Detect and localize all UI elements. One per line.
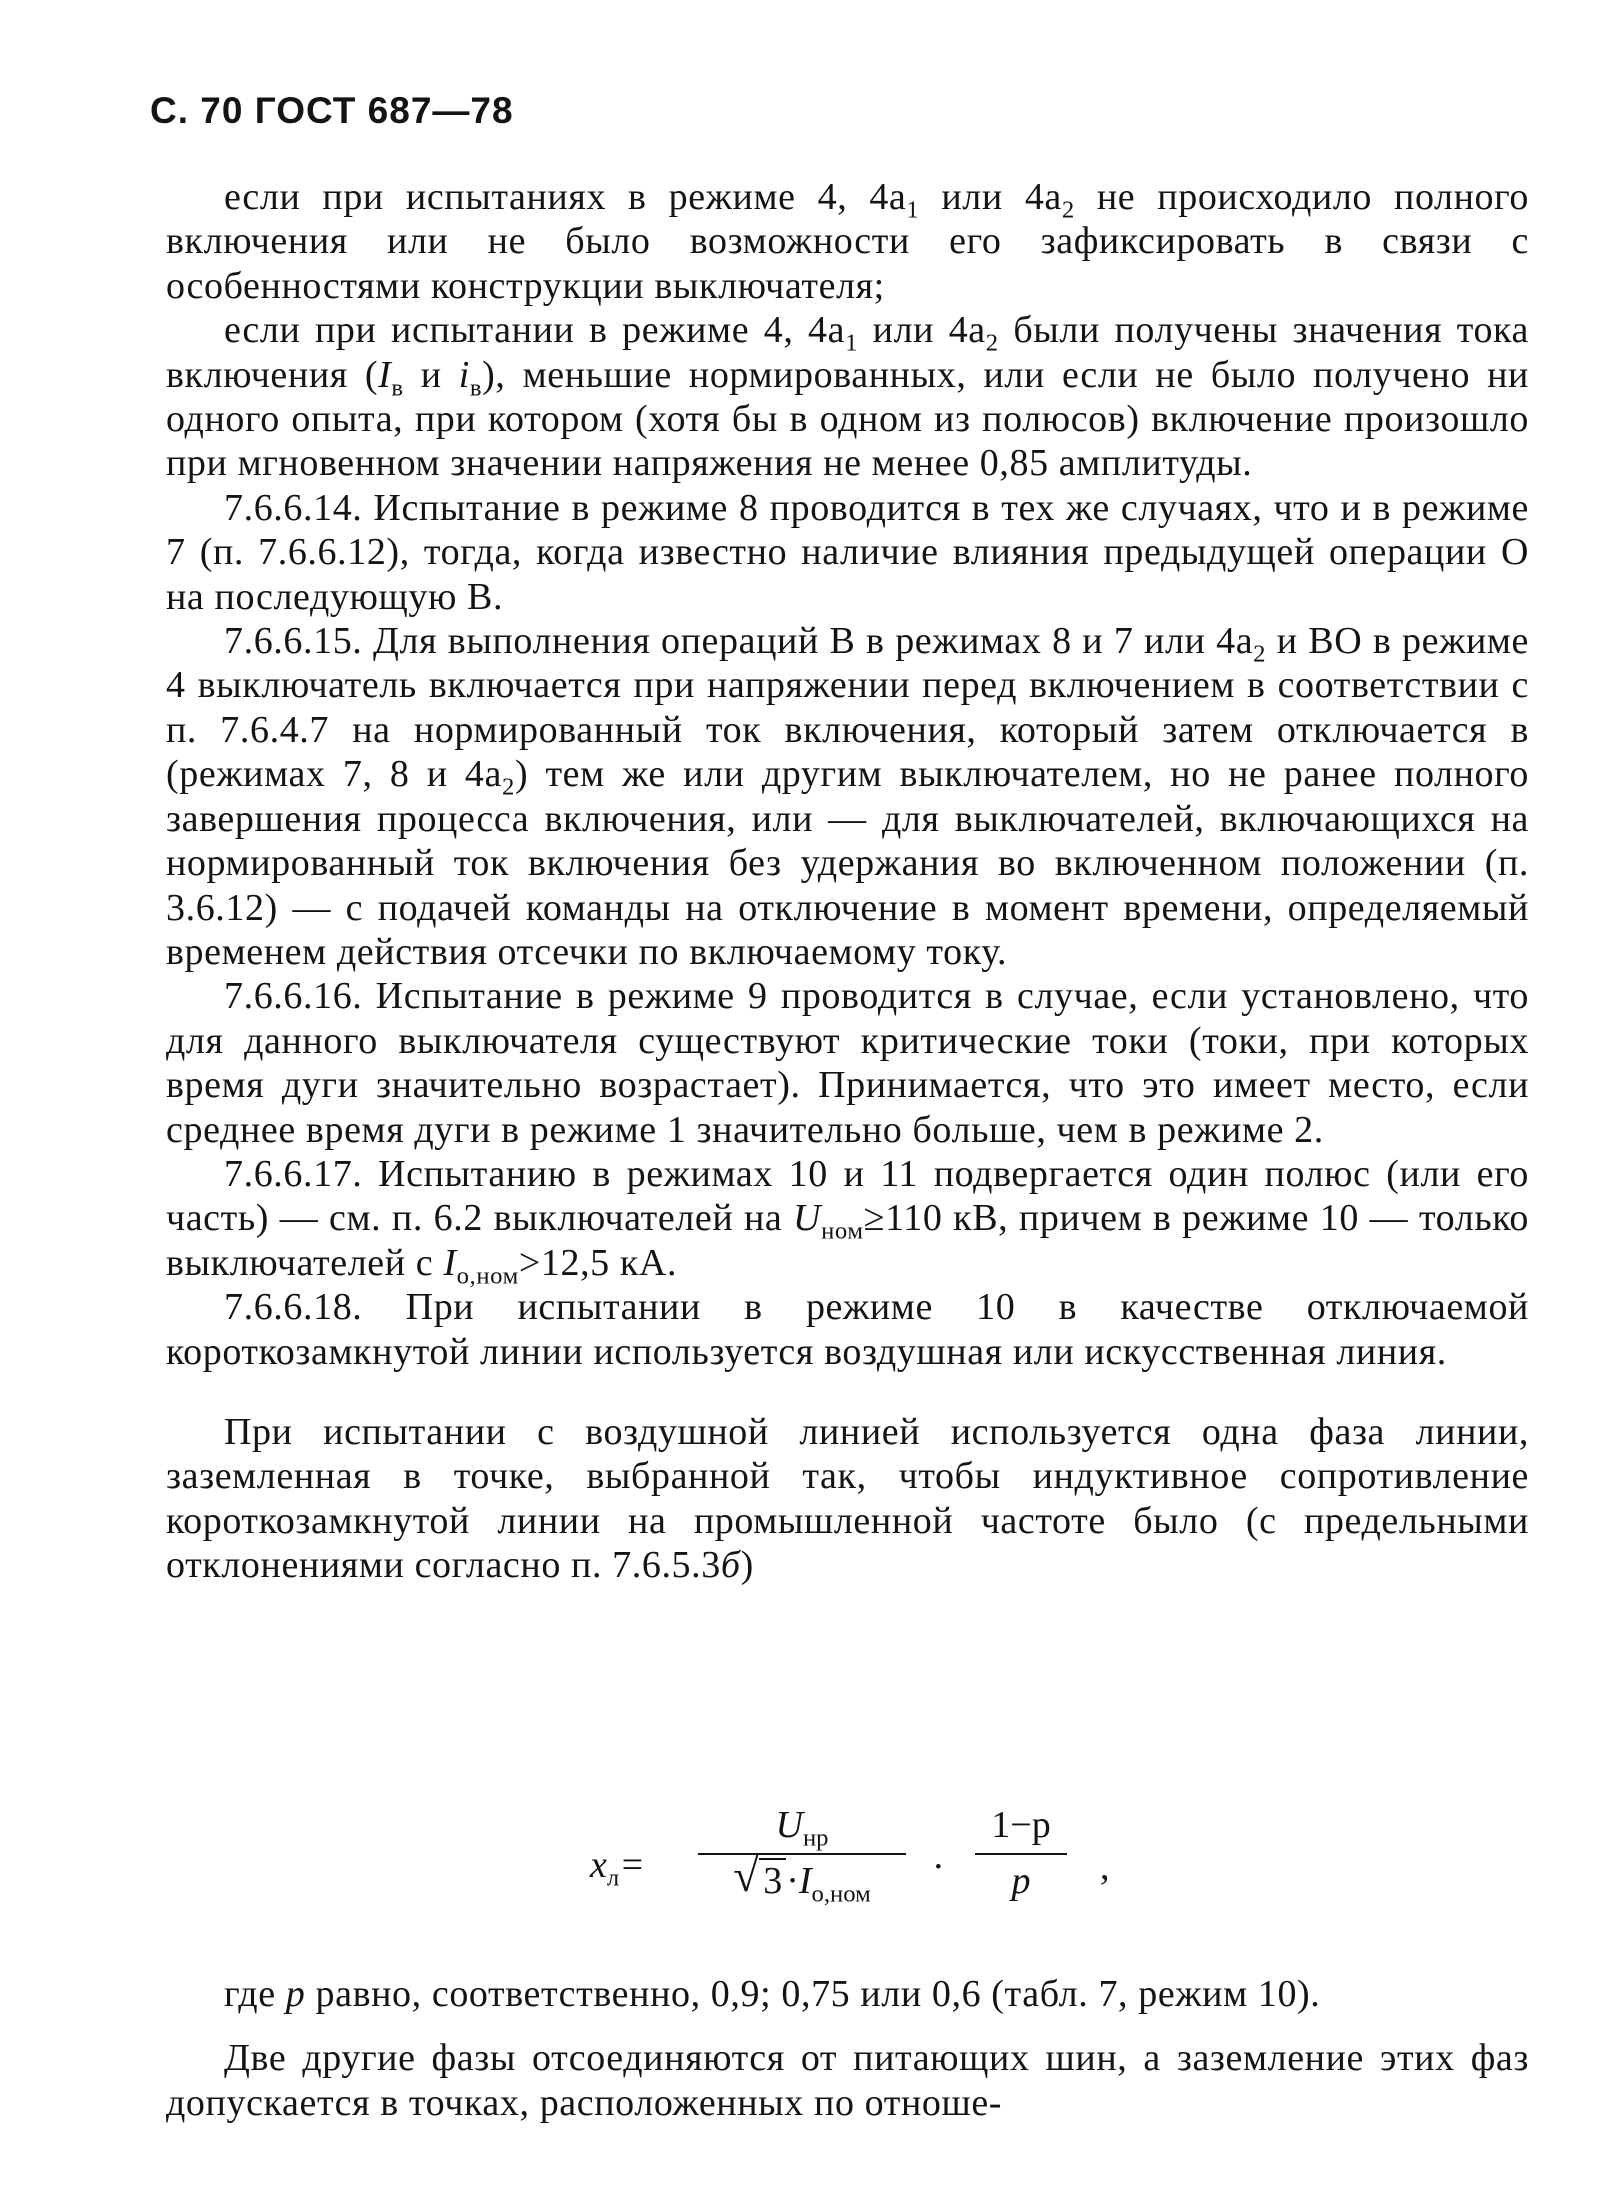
page-header: С. 70 ГОСТ 687—78 — [150, 90, 514, 131]
paragraph-partial-switching: если при испытаниях в режиме 4, $4а_1$ или $4а_2$ не происходило полного включения или не было возможности его зафиксировать в связи с особенностями конструкции выключателя; — [166, 176, 1529, 307]
paragraph-air-line: При испытании с воздушной линией используется одна фаза линии, заземленная в точке, выбранной так, чтобы индуктивное сопротивление короткозамкнутой линии на промышленной частоте было (с предельными отклонениями согласно п. 7.6.5.3б) — [166, 1410, 1529, 1587]
reactance-formula — [590, 1803, 1190, 1923]
paragraph-p-values: где p равно, соответственно, 0,9; 0,75 или 0,6 (табл. 7, режим 10). — [224, 1973, 1321, 2015]
formula-comma: , — [1100, 1846, 1110, 1888]
square-root: √ 3 — [733, 1859, 786, 1903]
formula-denominator-p: p — [1011, 1860, 1031, 1902]
paragraph-current-values: если при испытании в режиме 4, $4а_1$ или $4а_2$ были получены значения тока включения ($I_в$ и $i_в$), меньшие нормированных, или если не было получено ни одного опыта, при котором (хотя бы в одном из полюсов) включение произошло при мгновенном значении напряжения не менее 0,85 амплитуды. — [166, 309, 1529, 485]
paragraph-7-6-6-18: 7.6.6.18. При испытании в режиме 10 в качестве отключаемой короткозамкнутой линии используется воздушная или искусственная линия. — [166, 1286, 1529, 1373]
formula-numerator-p: 1−p — [991, 1804, 1051, 1846]
formula-lhs: $x_л=$ — [590, 1844, 645, 1892]
formula-denominator-current: √ $3 \cdot I_{о,ном}$ — [733, 1850, 871, 1908]
formula-fraction-p — [975, 1803, 1067, 1903]
formula-numerator-voltage: $U_{нр}$ — [775, 1804, 829, 1852]
paragraph-7-6-6-17: 7.6.6.17. Испытанию в режимах 10 и 11 подвергается один полюс (или его часть) — см. п. 6.2 выключателей на $U_{ном}\ge 110$ кВ, причем в режиме 10 — только выключателей с $I_{о,ном}>12,5$ кА. — [166, 1152, 1529, 1290]
paragraph-7-6-6-16: 7.6.6.16. Испытание в режиме 9 проводится в случае, если установлено, что для данного выключателя существуют критические токи (токи, при которых время дуги значительно возрастает). Принимается, что это имеет место, если среднее время дуги в режиме 1 значительно больше, чем в режиме 2. — [166, 975, 1529, 1151]
paragraph-other-phases: Две другие фазы отсоединяются от питающих шин, а заземление этих фаз допускается в точках, расположенных по отноше- — [166, 2037, 1529, 2124]
paragraph-7-6-6-15: 7.6.6.15. Для выполнения операций В в режимах 8 и 7 или $4а_2$ и ВО в режиме 4 выключатель включается при напряжении перед включением в соответствии с п. 7.6.4.7 на нормированный ток включения, который затем отключается в (режимах 7, 8 и $4а_2$) тем же или другим выключателем, но не ранее полного завершения процесса включения, или — для выключателей, включающихся на нормированный ток включения без удержания во включенном положении (п. 3.6.12) — с подачей команды на отключение в момент времени, определяемый временем действия отсечки по включаемому току. — [166, 620, 1529, 973]
document-body-continued — [166, 1972, 1529, 2125]
formula-multiply-dot: · — [932, 1846, 945, 1888]
document-body — [166, 175, 1529, 1588]
paragraph-7-6-6-14: 7.6.6.14. Испытание в режиме 8 проводится в тех же случаях, что и в режиме 7 (п. 7.6.6.12), тогда, когда известно наличие влияния предыдущей операции О на последующую В. — [166, 486, 1529, 618]
formula-fraction-voltage-current — [698, 1803, 906, 1908]
radical-sign-icon: √ — [733, 1850, 759, 1901]
